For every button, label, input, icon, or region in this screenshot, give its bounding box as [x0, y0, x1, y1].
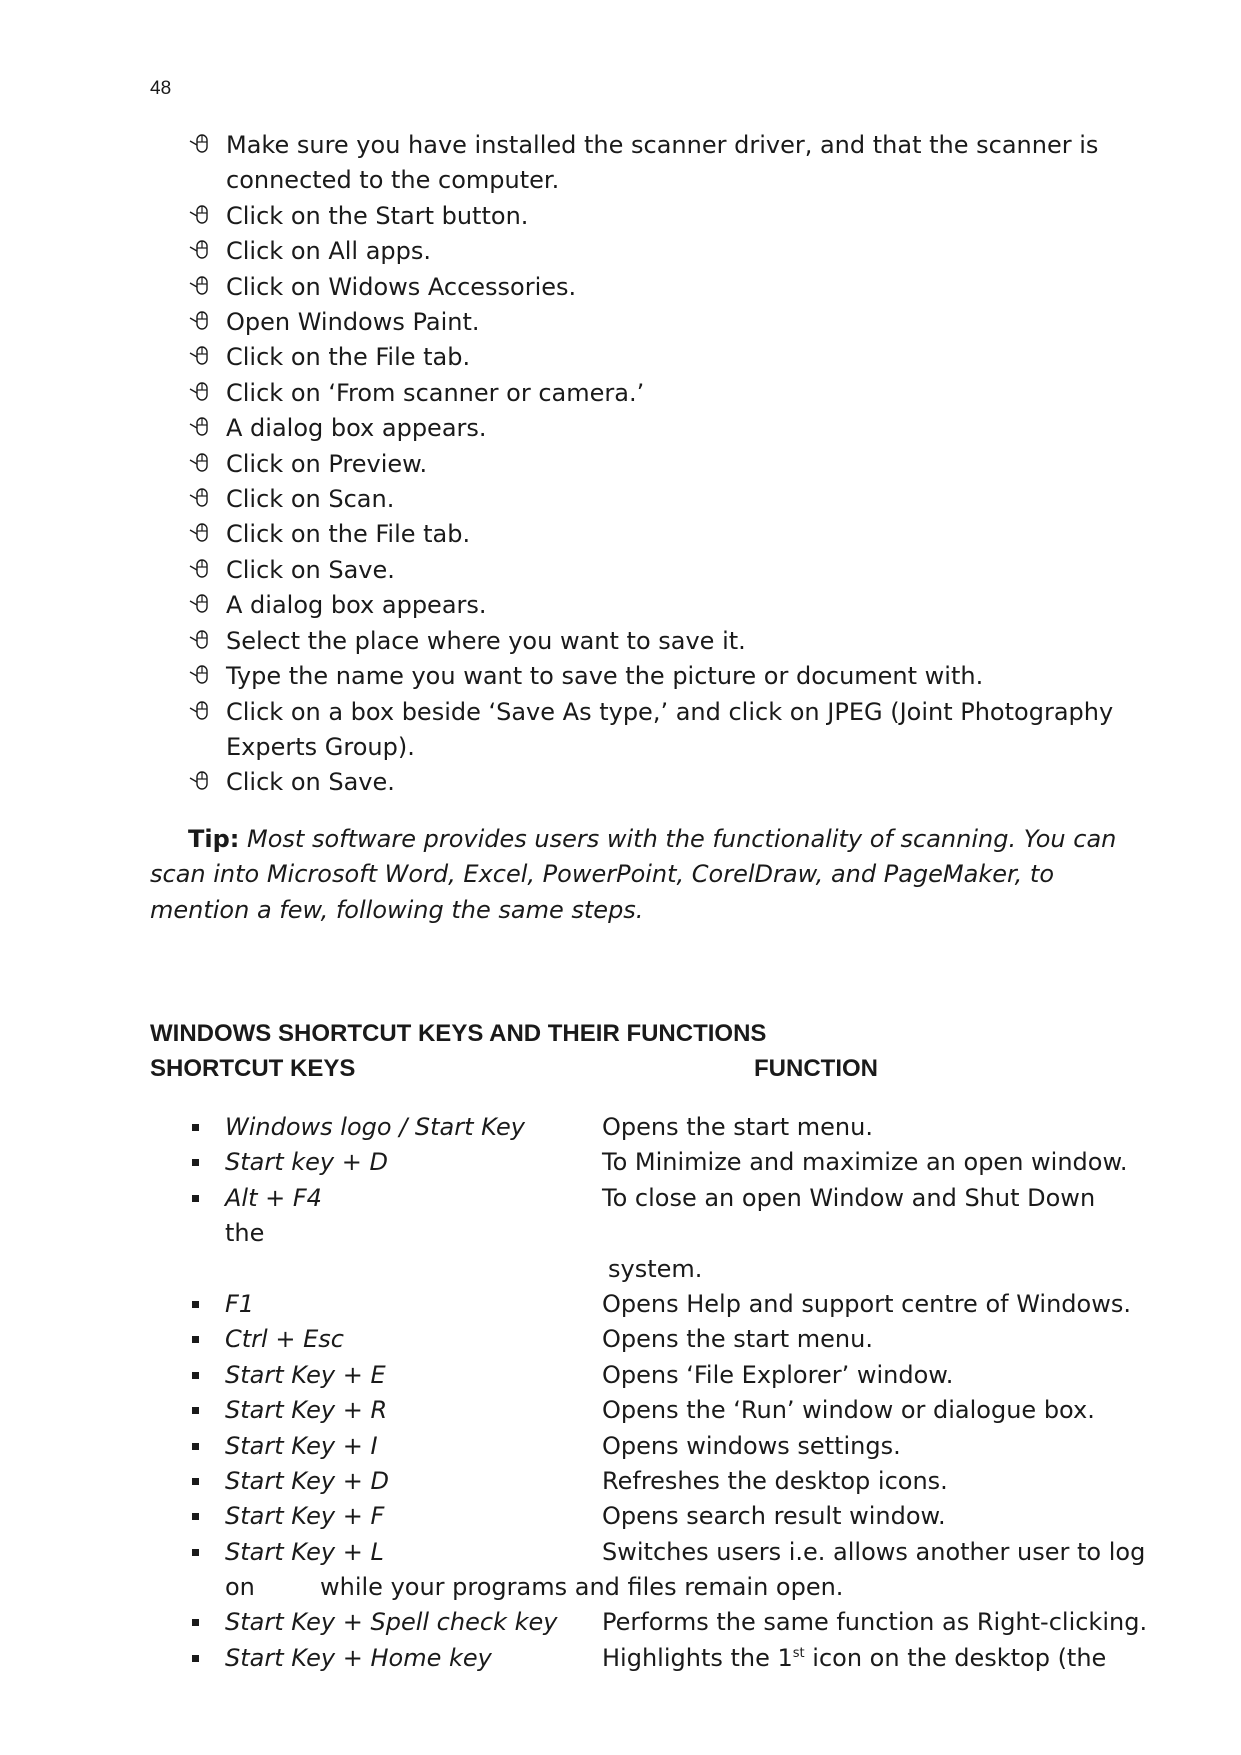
shortcut-row — [150, 1322, 1150, 1357]
column-headers — [150, 1055, 1150, 1083]
step-item: A dialog box appears. — [150, 588, 1150, 623]
mouse-pointer-icon — [188, 238, 212, 262]
shortcut-row — [150, 1110, 1150, 1145]
shortcut-key: Alt + F4 — [225, 1183, 322, 1212]
step-item: Click on the File tab. — [150, 517, 1150, 552]
mouse-pointer-icon — [188, 203, 212, 227]
continuation-text: system. — [608, 1254, 703, 1283]
shortcut-function: Highlights the 1st icon on the desktop (the — [602, 1643, 1107, 1672]
shortcut-row — [150, 1464, 1150, 1499]
step-item: A dialog box appears. — [150, 411, 1150, 446]
shortcut-continuation — [150, 1216, 1150, 1251]
square-bullet-icon — [192, 1513, 199, 1520]
shortcut-function: Opens the start menu. — [602, 1113, 873, 1141]
square-bullet-icon — [192, 1195, 199, 1202]
shortcut-function: To Minimize and maximize an open window. — [602, 1148, 1128, 1177]
tip-label: Tip: — [188, 825, 240, 853]
shortcut-key: Start Key + D — [225, 1466, 389, 1495]
function-header: FUNCTION — [754, 1055, 878, 1082]
mouse-pointer-icon — [188, 309, 212, 333]
shortcut-row — [150, 1429, 1150, 1464]
continuation-text: while your programs and files remain open. — [320, 1573, 844, 1602]
mouse-pointer-icon — [188, 415, 212, 439]
shortcut-row — [150, 1641, 1150, 1676]
shortcut-key: Start Key + Home key — [225, 1643, 492, 1672]
mouse-pointer-icon — [188, 628, 212, 652]
step-item: Click on Scan. — [150, 482, 1150, 517]
tip-paragraph — [150, 822, 1140, 928]
mouse-pointer-icon — [188, 274, 212, 298]
step-item: Click on a box beside ‘Save As type,’ and click on JPEG (Joint Photography Experts Group). — [150, 695, 1150, 766]
mouse-pointer-icon — [188, 132, 212, 156]
shortcut-key: Start Key + E — [225, 1360, 386, 1389]
shortcut-function: Opens Help and support centre of Windows. — [602, 1289, 1131, 1318]
shortcut-key: Windows logo / Start Key — [225, 1113, 526, 1141]
shortcut-continuation — [150, 1570, 1150, 1605]
shortcut-table — [150, 1110, 1150, 1676]
mouse-pointer-icon — [188, 521, 212, 545]
mouse-pointer-icon — [188, 557, 212, 581]
square-bullet-icon — [192, 1478, 199, 1485]
mouse-pointer-icon — [188, 592, 212, 616]
square-bullet-icon — [192, 1549, 199, 1556]
step-item: Click on Save. — [150, 765, 1150, 800]
square-bullet-icon — [192, 1124, 199, 1131]
step-item: Click on ‘From scanner or camera.’ — [150, 376, 1150, 411]
mouse-pointer-icon — [188, 344, 212, 368]
page-number: 48 — [150, 78, 172, 99]
step-item: Click on All apps. — [150, 234, 1150, 269]
tip-text: Most software provides users with the functionality of scanning. You can scan into Microsoft Word, Excel, PowerPoint, CorelDraw, and PageMaker, to mention a few, following the same steps. — [150, 825, 1117, 924]
shortcut-function: Opens the start menu. — [602, 1325, 873, 1354]
shortcut-key: Ctrl + Esc — [225, 1325, 344, 1354]
step-item: Open Windows Paint. — [150, 305, 1150, 340]
shortcut-key: Start Key + R — [225, 1396, 388, 1425]
shortcut-row — [150, 1358, 1150, 1393]
shortcut-key: Start Key + I — [225, 1431, 378, 1460]
continuation-text: on — [225, 1573, 255, 1602]
mouse-pointer-icon — [188, 699, 212, 723]
shortcut-row — [150, 1287, 1150, 1322]
mouse-pointer-icon — [188, 663, 212, 687]
step-item: Click on the Start button. — [150, 199, 1150, 234]
shortcut-row — [150, 1535, 1150, 1570]
mouse-pointer-icon — [188, 486, 212, 510]
shortcut-function: Opens ‘File Explorer’ window. — [602, 1360, 954, 1389]
shortcut-continuation — [150, 1252, 1150, 1287]
shortcut-row — [150, 1181, 1150, 1216]
shortcut-function: Switches users i.e. allows another user to log — [602, 1537, 1146, 1566]
shortcut-function: Refreshes the desktop icons. — [602, 1466, 948, 1495]
shortcut-key: Start Key + F — [225, 1502, 385, 1531]
step-item: Click on the File tab. — [150, 340, 1150, 375]
shortcut-row — [150, 1499, 1150, 1534]
shortcut-function: Performs the same function as Right-clicking. — [602, 1608, 1148, 1637]
step-item: Make sure you have installed the scanner driver, and that the scanner is connected to the computer. — [150, 128, 1150, 199]
shortcut-key: Start Key + Spell check key — [225, 1608, 558, 1637]
shortcut-row — [150, 1393, 1150, 1428]
square-bullet-icon — [192, 1619, 199, 1626]
square-bullet-icon — [192, 1159, 199, 1166]
shortcut-row — [150, 1605, 1150, 1640]
square-bullet-icon — [192, 1372, 199, 1379]
square-bullet-icon — [192, 1336, 199, 1343]
shortcut-key: Start Key + L — [225, 1537, 384, 1566]
mouse-pointer-icon — [188, 769, 212, 793]
shortcut-row — [150, 1145, 1150, 1180]
step-item: Select the place where you want to save it. — [150, 624, 1150, 659]
scanning-steps-list — [150, 128, 1150, 801]
shortcut-key: F1 — [225, 1289, 255, 1318]
shortcut-function: Opens the ‘Run’ window or dialogue box. — [602, 1396, 1095, 1425]
square-bullet-icon — [192, 1301, 199, 1308]
step-item: Type the name you want to save the picture or document with. — [150, 659, 1150, 694]
shortcut-keys-header: SHORTCUT KEYS — [150, 1055, 356, 1082]
shortcut-key: Start key + D — [225, 1148, 388, 1177]
square-bullet-icon — [192, 1443, 199, 1450]
step-item: Click on Widows Accessories. — [150, 270, 1150, 305]
continuation-text: the — [225, 1219, 265, 1248]
shortcut-function: Opens windows settings. — [602, 1431, 901, 1460]
step-item: Click on Save. — [150, 553, 1150, 588]
mouse-pointer-icon — [188, 451, 212, 475]
shortcut-function: To close an open Window and Shut Down — [602, 1183, 1096, 1212]
mouse-pointer-icon — [188, 380, 212, 404]
step-item: Click on Preview. — [150, 447, 1150, 482]
shortcut-function: Opens search result window. — [602, 1502, 946, 1531]
square-bullet-icon — [192, 1655, 199, 1662]
square-bullet-icon — [192, 1407, 199, 1414]
section-title: WINDOWS SHORTCUT KEYS AND THEIR FUNCTIONS — [150, 1020, 767, 1047]
